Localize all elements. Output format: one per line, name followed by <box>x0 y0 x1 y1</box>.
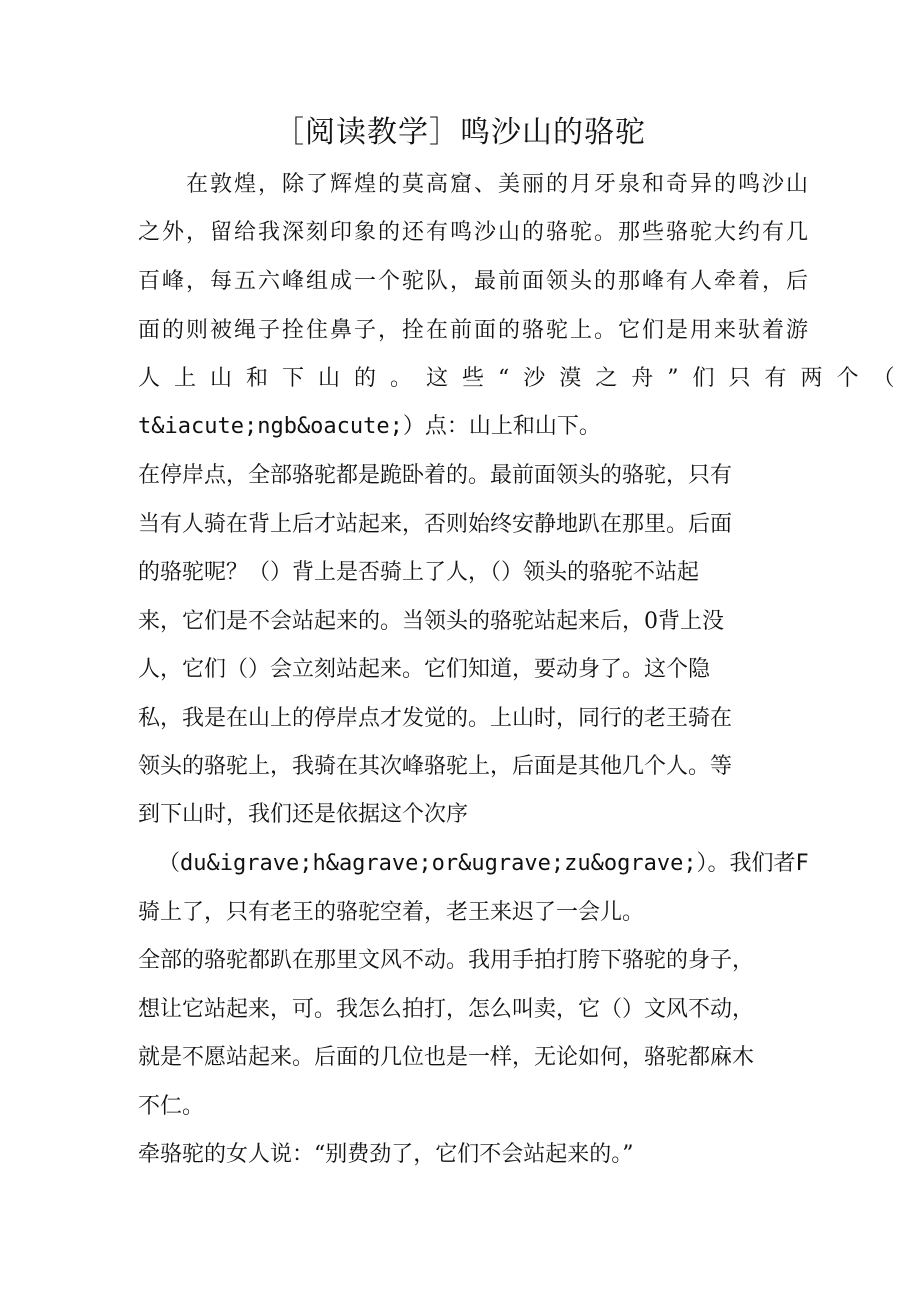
text-line-3: 百峰，每五六峰组成一个驼队，最前面领头的那峰有人牵着，后 <box>138 269 811 294</box>
text-line-20: 不仁。 <box>138 1094 205 1119</box>
text-line-9: 的骆驼呢？（）背上是否骑上了人，（）领头的骆驼不站起 <box>138 560 700 585</box>
text-line-12: 私，我是在山上的停岸点才发觉的。上山时，同行的老王骑在 <box>138 706 733 731</box>
text-line-8: 当有人骑在背上后才站起来，否则始终安静地趴在那里。后面 <box>138 512 733 537</box>
text-line-1: 在敦煌，除了辉煌的莫高窟、美丽的月牙泉和奇异的鸣沙山 <box>186 172 811 197</box>
text-line-14: 到下山时，我们还是依据这个次序 <box>138 802 469 827</box>
text-line-18: 想让它站起来，可。我怎么拍打，怎么叫卖，它（）文风不动， <box>138 997 755 1022</box>
text-line-21: 牵骆驼的女人说：“别费劲了，它们不会站起来的。” <box>138 1142 634 1167</box>
text-line-16: 骑上了，只有老王的骆驼空着，老王来迟了一会儿。 <box>138 900 645 925</box>
text-line-5: 人上山和下山的。这些“沙漠之舟”们只有两个（ <box>138 366 909 391</box>
text-line-6: t&iacute;ngb&oacute;）点：山上和山下。 <box>138 414 601 439</box>
text-line-13: 领头的骆驼上，我骑在其次峰骆驼上，后面是其他几个人。等 <box>138 754 733 779</box>
text-line-7: 在停岸点，全部骆驼都是跪卧着的。最前面领头的骆驼，只有 <box>138 463 733 488</box>
document-title: ［阅读教学］鸣沙山的骆驼 <box>274 115 646 150</box>
text-line-11: 人，它们（）会立刻站起来。它们知道，要动身了。这个隐 <box>138 657 711 682</box>
text-line-15: （du&igrave;h&agrave;or&ugrave;zu&ograve;）。我们者F <box>158 851 809 876</box>
text-line-17: 全部的骆驼都趴在那里文风不动。我用手拍打胯下骆驼的身子， <box>138 948 755 973</box>
text-line-19: 就是不愿站起来。后面的几位也是一样，无论如何，骆驼都麻木 <box>138 1045 755 1070</box>
text-line-2: 之外，留给我深刻印象的还有鸣沙山的骆驼。那些骆驼大约有几 <box>138 220 811 245</box>
text-line-4: 面的则被绳子拴住鼻子，拴在前面的骆驼上。它们是用来驮着游 <box>138 318 811 343</box>
text-line-10: 来，它们是不会站起来的。当领头的骆驼站起来后，0背上没 <box>138 609 724 634</box>
